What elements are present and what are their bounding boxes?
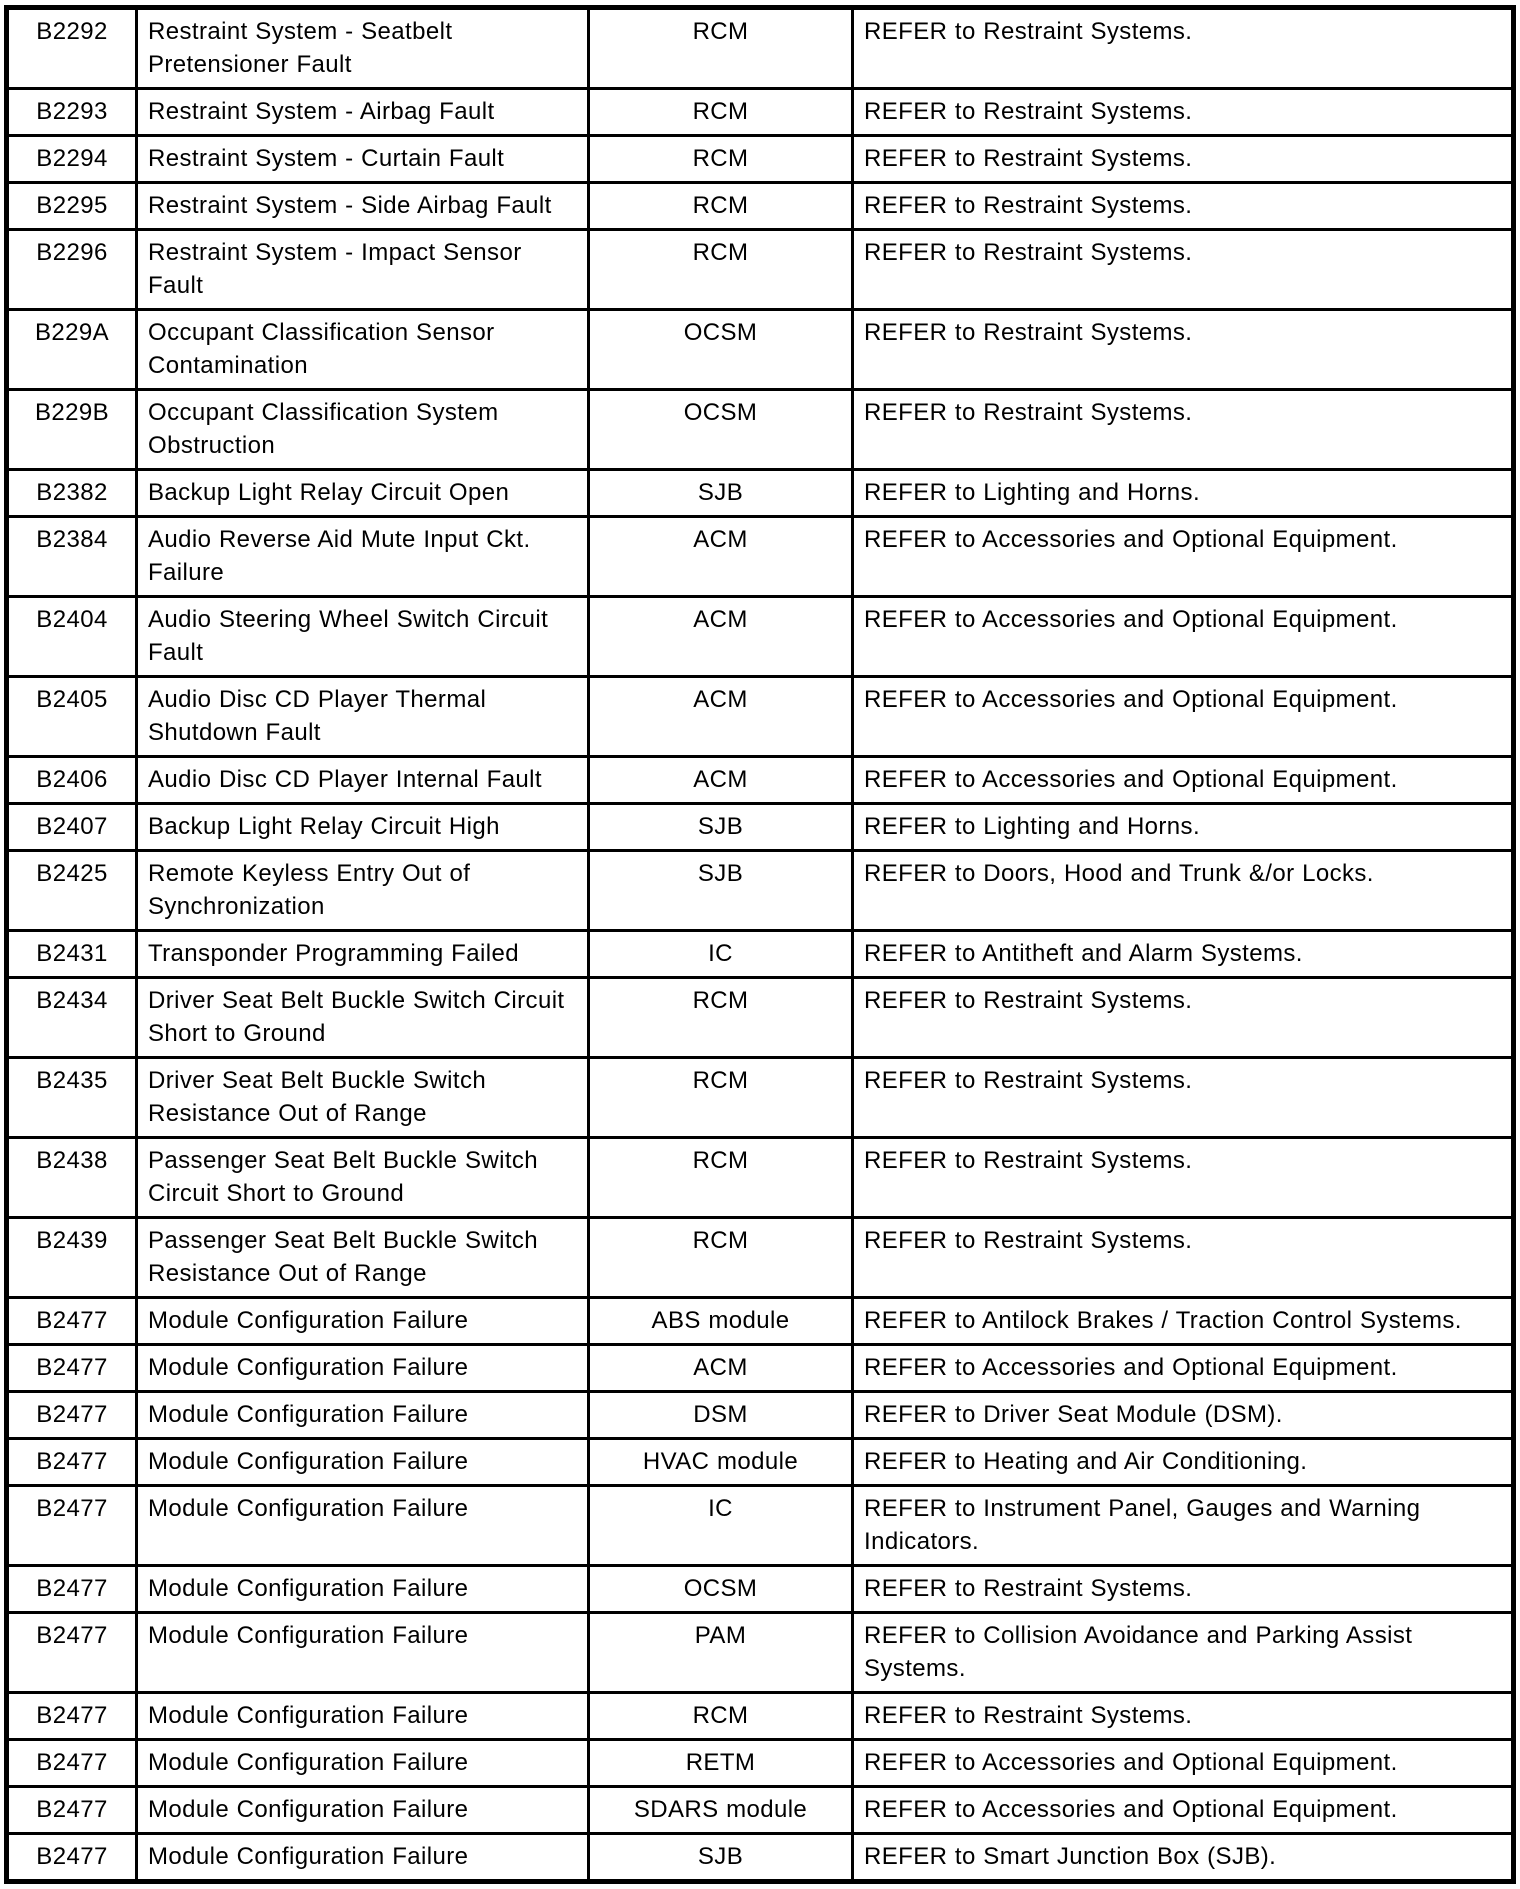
action-cell: REFER to Accessories and Optional Equipment. <box>853 1787 1514 1834</box>
action-cell: REFER to Accessories and Optional Equipment. <box>853 757 1514 804</box>
dtc-description-cell: Audio Disc CD Player Thermal Shutdown Fault <box>137 677 589 757</box>
module-cell: HVAC module <box>589 1439 853 1486</box>
action-cell: REFER to Lighting and Horns. <box>853 470 1514 517</box>
table-row <box>7 1834 1514 1882</box>
dtc-code-cell: B2405 <box>7 677 137 757</box>
module-cell: RCM <box>589 978 853 1058</box>
module-cell: OCSM <box>589 310 853 390</box>
table-row <box>7 804 1514 851</box>
dtc-code-cell: B2431 <box>7 931 137 978</box>
table-row <box>7 390 1514 470</box>
dtc-description-cell: Audio Steering Wheel Switch Circuit Fault <box>137 597 589 677</box>
dtc-description-cell: Passenger Seat Belt Buckle Switch Circuit Short to Ground <box>137 1138 589 1218</box>
dtc-code-cell: B2439 <box>7 1218 137 1298</box>
dtc-description-cell: Occupant Classification Sensor Contamination <box>137 310 589 390</box>
table-row <box>7 1392 1514 1439</box>
module-cell: RCM <box>589 1218 853 1298</box>
action-cell: REFER to Restraint Systems. <box>853 1693 1514 1740</box>
table-row <box>7 1566 1514 1613</box>
action-cell: REFER to Heating and Air Conditioning. <box>853 1439 1514 1486</box>
action-cell: REFER to Restraint Systems. <box>853 310 1514 390</box>
module-cell: OCSM <box>589 1566 853 1613</box>
dtc-description-cell: Module Configuration Failure <box>137 1486 589 1566</box>
dtc-description-cell: Module Configuration Failure <box>137 1613 589 1693</box>
action-cell: REFER to Restraint Systems. <box>853 1058 1514 1138</box>
dtc-code-cell: B229A <box>7 310 137 390</box>
action-cell: REFER to Restraint Systems. <box>853 1218 1514 1298</box>
dtc-description-cell: Module Configuration Failure <box>137 1439 589 1486</box>
dtc-code-cell: B2477 <box>7 1787 137 1834</box>
table-row <box>7 597 1514 677</box>
action-cell: REFER to Lighting and Horns. <box>853 804 1514 851</box>
dtc-code-cell: B2477 <box>7 1439 137 1486</box>
table-row <box>7 677 1514 757</box>
dtc-code-cell: B2438 <box>7 1138 137 1218</box>
action-cell: REFER to Accessories and Optional Equipment. <box>853 597 1514 677</box>
module-cell: RCM <box>589 89 853 136</box>
module-cell: RCM <box>589 230 853 310</box>
action-cell: REFER to Restraint Systems. <box>853 978 1514 1058</box>
module-cell: ACM <box>589 677 853 757</box>
dtc-code-cell: B2296 <box>7 230 137 310</box>
dtc-code-cell: B2477 <box>7 1613 137 1693</box>
dtc-description-cell: Module Configuration Failure <box>137 1345 589 1392</box>
dtc-code-cell: B2425 <box>7 851 137 931</box>
action-cell: REFER to Smart Junction Box (SJB). <box>853 1834 1514 1882</box>
table-row <box>7 1486 1514 1566</box>
dtc-description-cell: Restraint System - Airbag Fault <box>137 89 589 136</box>
dtc-code-cell: B2477 <box>7 1298 137 1345</box>
module-cell: RCM <box>589 1693 853 1740</box>
dtc-index-table <box>4 5 1516 1884</box>
dtc-code-cell: B2477 <box>7 1566 137 1613</box>
dtc-description-cell: Backup Light Relay Circuit Open <box>137 470 589 517</box>
dtc-code-cell: B2404 <box>7 597 137 677</box>
dtc-description-cell: Module Configuration Failure <box>137 1298 589 1345</box>
dtc-code-cell: B2477 <box>7 1486 137 1566</box>
dtc-description-cell: Module Configuration Failure <box>137 1740 589 1787</box>
dtc-table-body <box>7 8 1514 1882</box>
dtc-code-cell: B2293 <box>7 89 137 136</box>
module-cell: ACM <box>589 1345 853 1392</box>
dtc-description-cell: Remote Keyless Entry Out of Synchronization <box>137 851 589 931</box>
dtc-description-cell: Driver Seat Belt Buckle Switch Resistance Out of Range <box>137 1058 589 1138</box>
module-cell: SJB <box>589 804 853 851</box>
dtc-code-cell: B2435 <box>7 1058 137 1138</box>
dtc-description-cell: Module Configuration Failure <box>137 1834 589 1882</box>
table-row <box>7 1439 1514 1486</box>
module-cell: IC <box>589 1486 853 1566</box>
dtc-description-cell: Audio Reverse Aid Mute Input Ckt. Failure <box>137 517 589 597</box>
dtc-code-cell: B2382 <box>7 470 137 517</box>
action-cell: REFER to Accessories and Optional Equipment. <box>853 1345 1514 1392</box>
table-row <box>7 1613 1514 1693</box>
action-cell: REFER to Restraint Systems. <box>853 230 1514 310</box>
action-cell: REFER to Driver Seat Module (DSM). <box>853 1392 1514 1439</box>
table-row <box>7 310 1514 390</box>
dtc-description-cell: Occupant Classification System Obstruction <box>137 390 589 470</box>
action-cell: REFER to Restraint Systems. <box>853 1566 1514 1613</box>
action-cell: REFER to Restraint Systems. <box>853 89 1514 136</box>
dtc-code-cell: B2477 <box>7 1834 137 1882</box>
dtc-description-cell: Driver Seat Belt Buckle Switch Circuit Short to Ground <box>137 978 589 1058</box>
table-row <box>7 931 1514 978</box>
table-row <box>7 1740 1514 1787</box>
module-cell: ACM <box>589 517 853 597</box>
module-cell: RETM <box>589 1740 853 1787</box>
module-cell: RCM <box>589 136 853 183</box>
dtc-code-cell: B2406 <box>7 757 137 804</box>
action-cell: REFER to Accessories and Optional Equipment. <box>853 517 1514 597</box>
table-row <box>7 89 1514 136</box>
dtc-code-cell: B2407 <box>7 804 137 851</box>
dtc-description-cell: Module Configuration Failure <box>137 1392 589 1439</box>
table-row <box>7 183 1514 230</box>
dtc-description-cell: Transponder Programming Failed <box>137 931 589 978</box>
dtc-description-cell: Restraint System - Seatbelt Pretensioner Fault <box>137 8 589 89</box>
action-cell: REFER to Restraint Systems. <box>853 390 1514 470</box>
module-cell: OCSM <box>589 390 853 470</box>
table-row <box>7 1693 1514 1740</box>
dtc-code-cell: B2384 <box>7 517 137 597</box>
module-cell: SJB <box>589 851 853 931</box>
table-row <box>7 1058 1514 1138</box>
action-cell: REFER to Antitheft and Alarm Systems. <box>853 931 1514 978</box>
table-row <box>7 851 1514 931</box>
action-cell: REFER to Antilock Brakes / Traction Control Systems. <box>853 1298 1514 1345</box>
action-cell: REFER to Doors, Hood and Trunk &/or Locks. <box>853 851 1514 931</box>
table-row <box>7 470 1514 517</box>
dtc-code-cell: B2292 <box>7 8 137 89</box>
module-cell: RCM <box>589 1138 853 1218</box>
action-cell: REFER to Restraint Systems. <box>853 183 1514 230</box>
module-cell: IC <box>589 931 853 978</box>
module-cell: RCM <box>589 8 853 89</box>
dtc-description-cell: Restraint System - Curtain Fault <box>137 136 589 183</box>
table-row <box>7 136 1514 183</box>
dtc-description-cell: Module Configuration Failure <box>137 1693 589 1740</box>
dtc-description-cell: Backup Light Relay Circuit High <box>137 804 589 851</box>
dtc-description-cell: Restraint System - Impact Sensor Fault <box>137 230 589 310</box>
module-cell: SJB <box>589 1834 853 1882</box>
table-row <box>7 757 1514 804</box>
action-cell: REFER to Restraint Systems. <box>853 1138 1514 1218</box>
dtc-description-cell: Passenger Seat Belt Buckle Switch Resistance Out of Range <box>137 1218 589 1298</box>
dtc-code-cell: B2477 <box>7 1345 137 1392</box>
dtc-description-cell: Module Configuration Failure <box>137 1787 589 1834</box>
module-cell: DSM <box>589 1392 853 1439</box>
table-row <box>7 978 1514 1058</box>
table-row <box>7 517 1514 597</box>
dtc-code-cell: B2294 <box>7 136 137 183</box>
table-row <box>7 1298 1514 1345</box>
table-row <box>7 230 1514 310</box>
dtc-code-cell: B2295 <box>7 183 137 230</box>
module-cell: ABS module <box>589 1298 853 1345</box>
table-row <box>7 8 1514 89</box>
table-row <box>7 1218 1514 1298</box>
dtc-description-cell: Restraint System - Side Airbag Fault <box>137 183 589 230</box>
action-cell: REFER to Restraint Systems. <box>853 136 1514 183</box>
module-cell: PAM <box>589 1613 853 1693</box>
action-cell: REFER to Instrument Panel, Gauges and Warning Indicators. <box>853 1486 1514 1566</box>
dtc-code-cell: B2434 <box>7 978 137 1058</box>
dtc-code-cell: B2477 <box>7 1392 137 1439</box>
action-cell: REFER to Restraint Systems. <box>853 8 1514 89</box>
module-cell: ACM <box>589 597 853 677</box>
dtc-code-cell: B2477 <box>7 1740 137 1787</box>
module-cell: SJB <box>589 470 853 517</box>
dtc-description-cell: Audio Disc CD Player Internal Fault <box>137 757 589 804</box>
module-cell: RCM <box>589 1058 853 1138</box>
module-cell: ACM <box>589 757 853 804</box>
action-cell: REFER to Accessories and Optional Equipment. <box>853 677 1514 757</box>
dtc-code-cell: B2477 <box>7 1693 137 1740</box>
table-row <box>7 1138 1514 1218</box>
module-cell: SDARS module <box>589 1787 853 1834</box>
action-cell: REFER to Accessories and Optional Equipment. <box>853 1740 1514 1787</box>
module-cell: RCM <box>589 183 853 230</box>
dtc-code-cell: B229B <box>7 390 137 470</box>
action-cell: REFER to Collision Avoidance and Parking Assist Systems. <box>853 1613 1514 1693</box>
dtc-description-cell: Module Configuration Failure <box>137 1566 589 1613</box>
table-row <box>7 1787 1514 1834</box>
table-row <box>7 1345 1514 1392</box>
